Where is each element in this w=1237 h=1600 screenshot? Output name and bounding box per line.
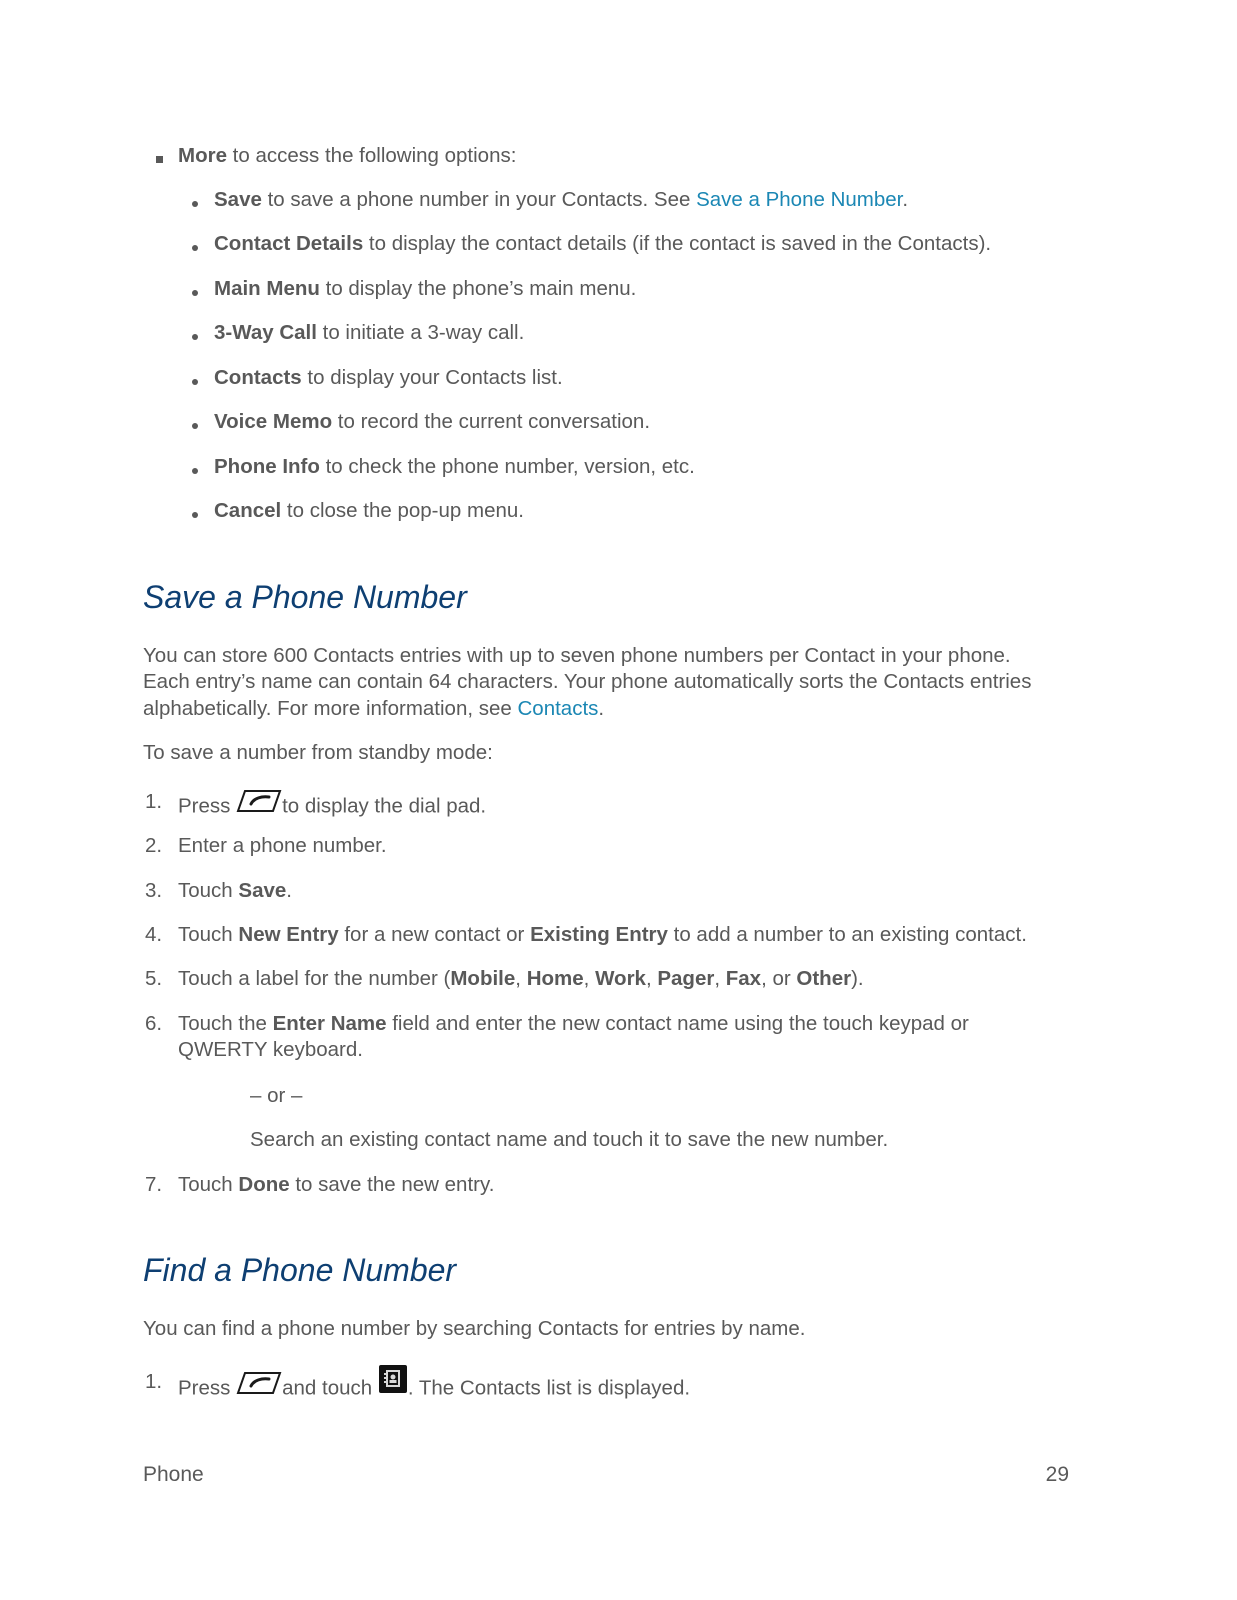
option-contacts: Contacts to display your Contacts list. <box>214 366 563 389</box>
option-phone-info: Phone Info to check the phone number, version, etc. <box>214 455 695 478</box>
step-number: 7. <box>145 1173 163 1196</box>
step-number: 3. <box>145 879 163 902</box>
option-cancel: Cancel to close the pop-up menu. <box>214 499 524 522</box>
bullet <box>192 379 198 385</box>
contacts-app-icon <box>378 1364 408 1399</box>
talk-key-icon <box>236 1370 282 1401</box>
step-number: 6. <box>145 1012 163 1035</box>
save-step-5: Touch a label for the number (Mobile, Home, Work, Pager, Fax, or Other). <box>178 967 864 990</box>
bullet <box>192 468 198 474</box>
link-save-a-phone-number[interactable]: Save a Phone Number <box>696 188 903 211</box>
find-step-1: Press and touch . The Contacts list is displayed. <box>178 1372 690 1407</box>
option-main-menu: Main Menu to display the phone’s main menu. <box>214 277 637 300</box>
save-step-4: Touch New Entry for a new contact or Existing Entry to add a number to an existing contact. <box>178 923 1027 946</box>
bullet <box>192 245 198 251</box>
save-step-2: Enter a phone number. <box>178 834 387 857</box>
save-step-6-line-2: QWERTY keyboard. <box>178 1038 363 1061</box>
save-paragraph-line-2: Each entry’s name can contain 64 characters. Your phone automatically sorts the Contacts entries <box>143 670 1032 693</box>
link-contacts[interactable]: Contacts <box>517 697 599 720</box>
footer-section-name: Phone <box>143 1463 204 1486</box>
step-number: 4. <box>145 923 163 946</box>
option-3-way-call: 3-Way Call to initiate a 3-way call. <box>214 321 525 344</box>
step-number: 1. <box>145 1370 163 1393</box>
save-step-7: Touch Done to save the new entry. <box>178 1173 495 1196</box>
option-voice-memo: Voice Memo to record the current conversation. <box>214 410 651 433</box>
talk-key-icon <box>236 788 282 819</box>
save-step-6: Touch the Enter Name field and enter the new contact name using the touch keypad or <box>178 1012 969 1035</box>
bullet <box>192 334 198 340</box>
bullet <box>192 512 198 518</box>
section-heading-find: Find a Phone Number <box>143 1252 457 1288</box>
bullet <box>192 290 198 296</box>
bullet <box>192 201 198 207</box>
save-paragraph-line-3: alphabetically. For more information, see Contacts. <box>143 697 605 720</box>
section-heading-save: Save a Phone Number <box>143 579 467 615</box>
save-paragraph-line-1: You can store 600 Contacts entries with up to seven phone numbers per Contact in your phone. <box>143 644 1011 667</box>
step-number: 5. <box>145 967 163 990</box>
find-paragraph: You can find a phone number by searching Contacts for entries by name. <box>143 1317 806 1340</box>
save-step-6-alternative: Search an existing contact name and touch it to save the new number. <box>250 1128 889 1151</box>
option-save: Save to save a phone number in your Contacts. See Save a Phone Number. <box>214 188 909 211</box>
save-step-1: Press to display the dial pad. <box>178 792 486 823</box>
step-number: 2. <box>145 834 163 857</box>
standby-instruction: To save a number from standby mode: <box>143 741 493 764</box>
save-step-3: Touch Save. <box>178 879 292 902</box>
option-contact-details: Contact Details to display the contact details (if the contact is saved in the Contacts). <box>214 232 992 255</box>
more-options-intro: More to access the following options: <box>178 144 517 167</box>
or-separator: – or – <box>250 1084 303 1107</box>
square-bullet <box>156 156 163 163</box>
bullet <box>192 423 198 429</box>
step-number: 1. <box>145 790 163 813</box>
page-number: 29 <box>1045 1463 1069 1486</box>
